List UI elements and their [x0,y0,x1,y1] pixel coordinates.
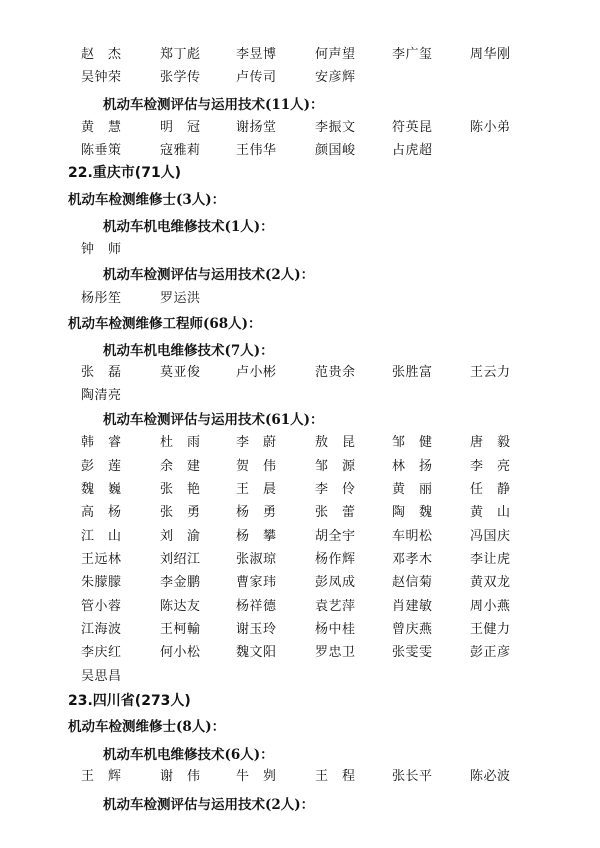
person-name: 胡全宇 [315,529,356,544]
person-name: 李 亮 [470,459,511,474]
person-name: 赵信菊 [392,575,433,590]
person-name: 赵 杰 [81,47,122,62]
person-name: 李 蔚 [236,435,277,450]
person-name: 王伟华 [236,143,277,158]
person-name: 贺 伟 [236,459,277,474]
person-name: 张雯雯 [392,645,433,660]
province-heading-row [0,690,600,712]
person-name: 车明松 [392,529,433,544]
person-name: 牛 刿 [236,769,277,784]
person-name: 刘 渝 [160,529,201,544]
name-row [0,456,600,478]
person-name: 郑丁彪 [160,47,201,62]
name-row [0,67,600,89]
name-row [0,362,600,384]
person-name: 余 建 [160,459,201,474]
name-row [0,44,600,66]
name-row [0,502,600,524]
subcategory-heading-row [0,340,600,362]
name-row [0,526,600,548]
category-heading: 机动车检测维修士(3人)： [68,192,226,208]
person-name: 张胜富 [392,365,433,380]
person-name: 杨中桂 [315,622,356,637]
name-row [0,572,600,594]
person-name: 林 扬 [392,459,433,474]
person-name: 张 艳 [160,482,201,497]
person-name: 张 勇 [160,505,201,520]
name-row [0,766,600,788]
person-name: 张 磊 [81,365,122,380]
person-name: 明 冠 [160,120,201,135]
person-name: 陈垂策 [81,143,122,158]
subcategory-heading-row [0,94,600,116]
province-heading: 23.四川省(273人) [68,693,191,709]
person-name: 杨 勇 [236,505,277,520]
person-name: 安彦辉 [315,70,356,85]
person-name: 罗忠卫 [315,645,356,660]
name-row [0,549,600,571]
person-name: 王柯輸 [160,622,201,637]
person-name: 黄双龙 [470,575,511,590]
name-row [0,596,600,618]
person-name: 邹 健 [392,435,433,450]
person-name: 罗运洪 [160,291,201,306]
person-name: 唐 毅 [470,435,511,450]
person-name: 李金鹏 [160,575,201,590]
person-name: 周华刚 [470,47,511,62]
person-name: 邓孝木 [392,552,433,567]
person-name: 陈达友 [160,599,201,614]
subcategory-heading-row [0,216,600,238]
person-name: 江 山 [81,529,122,544]
person-name: 李 伶 [315,482,356,497]
person-name: 张淑琼 [236,552,277,567]
person-name: 李昱博 [236,47,277,62]
person-name: 黄 山 [470,505,511,520]
person-name: 谢玉玲 [236,622,277,637]
person-name: 任 静 [470,482,511,497]
person-name: 管小蓉 [81,599,122,614]
person-name: 周小燕 [470,599,511,614]
person-name: 彭正彦 [470,645,511,660]
person-name: 彭 莲 [81,459,122,474]
person-name: 陈小弟 [470,120,511,135]
person-name: 袁艺萍 [315,599,356,614]
person-name: 杨祥德 [236,599,277,614]
person-name: 范贵余 [315,365,356,380]
category-heading-row [0,313,600,335]
person-name: 敖 昆 [315,435,356,450]
person-name: 张长平 [392,769,433,784]
category-heading-row [0,716,600,738]
person-name: 谢 伟 [160,769,201,784]
person-name: 黄 慧 [81,120,122,135]
name-row [0,288,600,310]
person-name: 吴思昌 [81,669,122,684]
person-name: 占虎超 [392,143,433,158]
person-name: 吴钟荣 [81,70,122,85]
person-name: 卢小彬 [236,365,277,380]
person-name: 朱朦朦 [81,575,122,590]
name-row [0,239,600,261]
category-heading: 机动车检测维修士(8人)： [68,719,226,735]
person-name: 曾庆燕 [392,622,433,637]
province-heading: 22.重庆市(71人) [68,165,182,181]
person-name: 莫亚俊 [160,365,201,380]
person-name: 陶清亮 [81,388,122,403]
person-name: 寇雅莉 [160,143,201,158]
subcategory-heading: 机动车机电维修技术(6人)： [103,747,274,763]
person-name: 杨作辉 [315,552,356,567]
subcategory-heading: 机动车机电维修技术(7人)： [103,343,274,359]
person-name: 冯国庆 [470,529,511,544]
province-heading-row [0,162,600,184]
name-row [0,619,600,641]
person-name: 陈必波 [470,769,511,784]
person-name: 王 辉 [81,769,122,784]
name-row [0,666,600,688]
person-name: 卢传司 [236,70,277,85]
person-name: 杨 攀 [236,529,277,544]
person-name: 曹家玮 [236,575,277,590]
person-name: 何小松 [160,645,201,660]
person-name: 王远林 [81,552,122,567]
person-name: 谢扬堂 [236,120,277,135]
person-name: 彭凤成 [315,575,356,590]
person-name: 颜国峻 [315,143,356,158]
person-name: 张学传 [160,70,201,85]
subcategory-heading: 机动车检测评估与运用技术(2人)： [103,797,315,813]
name-row [0,117,600,139]
name-row [0,642,600,664]
person-name: 杨彤笙 [81,291,122,306]
person-name: 魏文阳 [236,645,277,660]
person-name: 王 晨 [236,482,277,497]
subcategory-heading: 机动车检测评估与运用技术(11人)： [103,97,324,113]
person-name: 肖建敏 [392,599,433,614]
person-name: 符英昆 [392,120,433,135]
person-name: 刘绍江 [160,552,201,567]
person-name: 李让虎 [470,552,511,567]
subcategory-heading-row [0,409,600,431]
category-heading: 机动车检测维修工程师(68人)： [68,316,262,332]
person-name: 高 杨 [81,505,122,520]
person-name: 王 程 [315,769,356,784]
person-name: 李庆红 [81,645,122,660]
subcategory-heading: 机动车检测评估与运用技术(61人)： [103,412,324,428]
person-name: 何声望 [315,47,356,62]
category-heading-row [0,189,600,211]
name-row [0,432,600,454]
person-name: 杜 雨 [160,435,201,450]
subcategory-heading: 机动车检测评估与运用技术(2人)： [103,267,315,283]
person-name: 魏 巍 [81,482,122,497]
subcategory-heading: 机动车机电维修技术(1人)： [103,219,274,235]
person-name: 王健力 [470,622,511,637]
person-name: 邹 源 [315,459,356,474]
subcategory-heading-row [0,744,600,766]
person-name: 陶 魏 [392,505,433,520]
person-name: 李振文 [315,120,356,135]
person-name: 钟 师 [81,242,122,257]
person-name: 江海波 [81,622,122,637]
person-name: 李广玺 [392,47,433,62]
person-name: 黄 丽 [392,482,433,497]
name-row [0,385,600,407]
subcategory-heading-row [0,264,600,286]
name-row [0,140,600,162]
person-name: 张 蕾 [315,505,356,520]
person-name: 韩 睿 [81,435,122,450]
name-row [0,479,600,501]
subcategory-heading-row [0,794,600,816]
person-name: 王云力 [470,365,511,380]
